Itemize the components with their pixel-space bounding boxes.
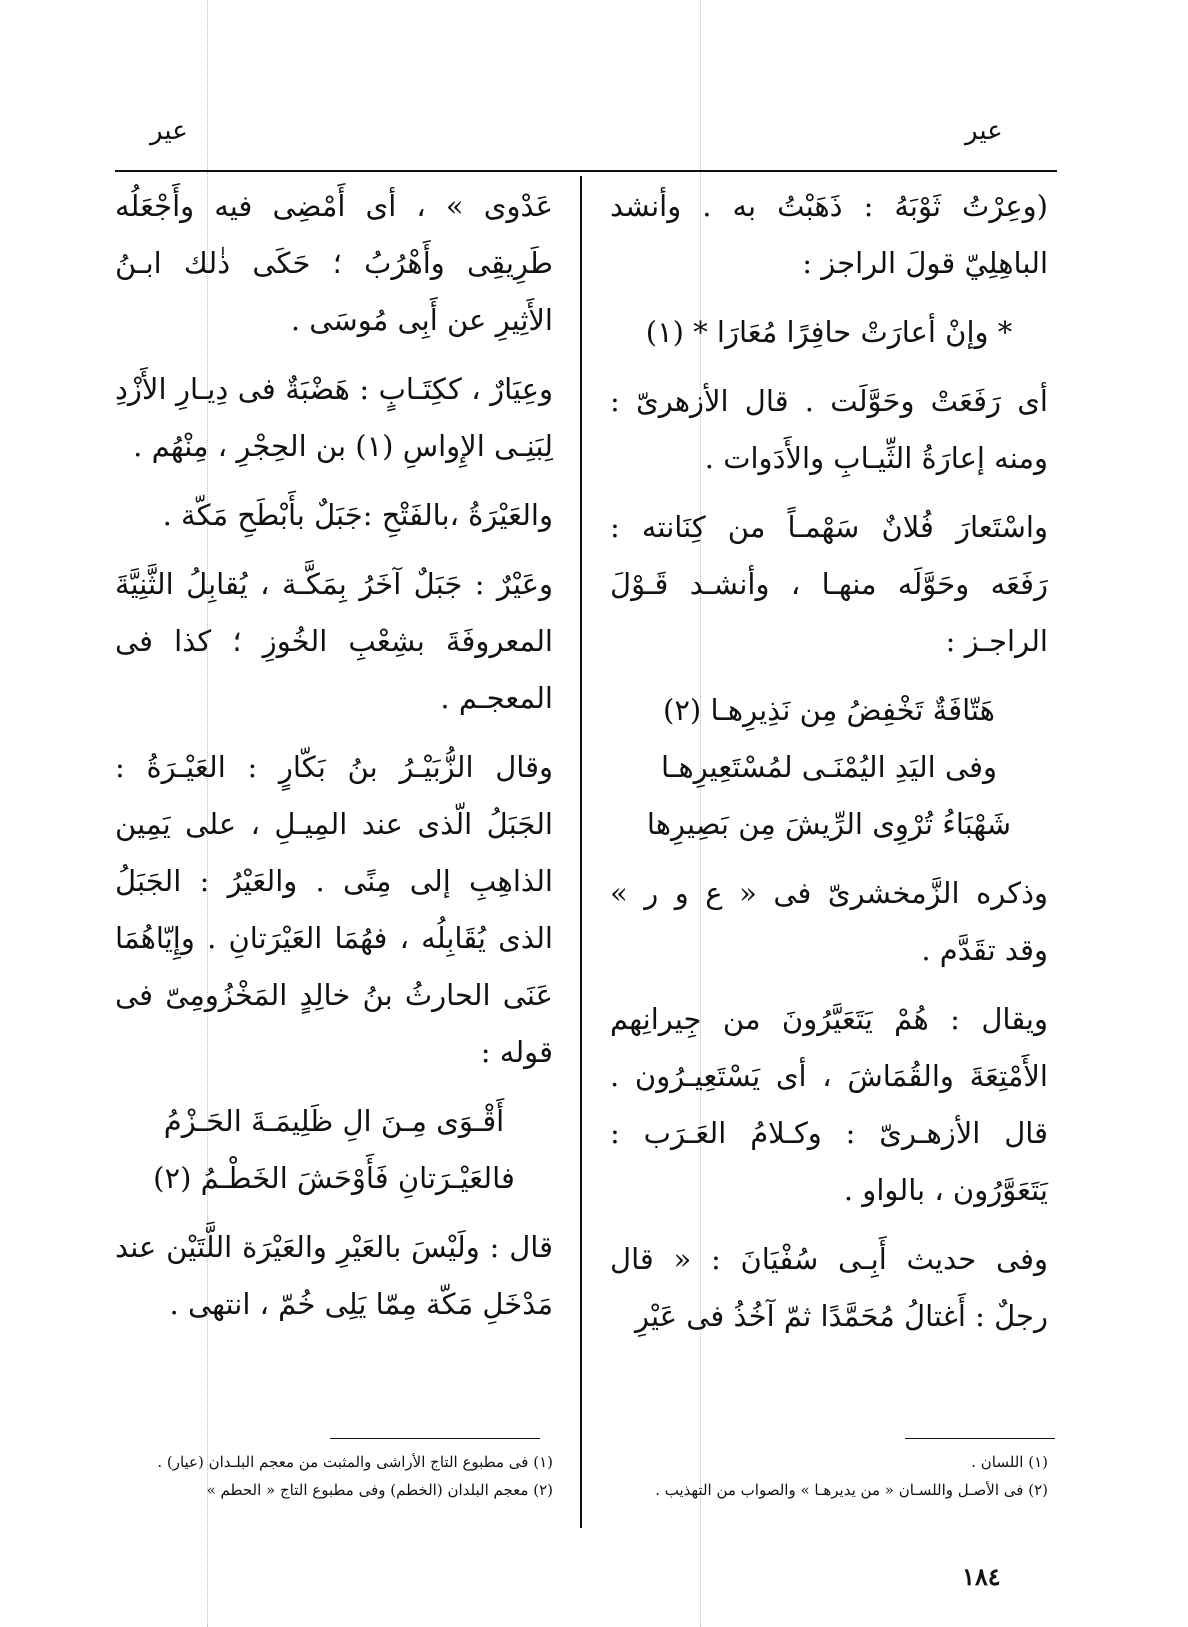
verse-block — [610, 682, 1048, 853]
paragraph: ويقال : هُمْ يَتَعَيَّرُونَ من جِيرانِهم الأَمْتِعَةَ والقُمَاشَ ، أى يَسْتَعِيـرُون . قال الأزهـرىّ : وكـلامُ العَـرَب : يَتَعَوَّرُون ، بالواو . — [610, 1002, 1048, 1207]
header-rule — [115, 170, 1057, 172]
paragraph: وفى حديث أَبِـى سُفْيَانَ : « قال رجلٌ : أَغتالُ مُحَمَّدًا ثمّ آخُذُ فى عَيْرِ — [610, 1242, 1048, 1333]
paragraph: أى رَفَعَتْ وحَوَّلَت . قال الأزهرىّ : ومنه إعارَةُ الثِّيـابِ والأَدَوات . — [610, 384, 1048, 475]
verse-block — [115, 1093, 553, 1207]
verse-block — [610, 304, 1048, 361]
header-right-word: عير — [965, 116, 1003, 146]
column-divider — [580, 176, 582, 1528]
paragraph: وذكره الزَّمخشرىّ فى « ع و ر » وقد تقَدَّم . — [610, 876, 1048, 967]
right-footnotes — [610, 1448, 1048, 1504]
verse-line: فالعَيْـرَتانِ فَأَوْحَشَ الخَطْـمُ (٢) — [153, 1161, 515, 1195]
verse-line: وفى اليَدِ اليُمْنَـى لمُسْتَعِيرِهـا — [661, 750, 997, 784]
paragraph: وعِيَارٌ ، ككِتَـابٍ : هَضْبَةٌ فى دِيـارِ الأَزْدِ لِبَنِـى الإِواسِ (١) بن الحِجْرِ ، مِنْهُم . — [115, 372, 553, 463]
verse-line: * وإنْ أعارَتْ حافِرًا مُعَارَا * (١) — [645, 315, 1013, 349]
footnote-rule — [330, 1438, 540, 1439]
paragraph: (وعِرْتُ ثَوْبَهُ : ذَهَبْتُ به . وأنشد الباهِلِيّ قولَ الراجز : — [610, 189, 1048, 280]
verse-line: أَقْـوَى مِـنَ الِ ظَلِيمَـةَ الحَـزْمُ — [163, 1104, 505, 1138]
footnote-rule — [905, 1438, 1055, 1439]
paragraph: واسْتَعارَ فُلانٌ سَهْمـاً من كِنَانته : رَفَعَه وحَوَّلَه منهـا ، وأنشـد قَـوْلَ الراجـز : — [610, 510, 1048, 658]
verse-line: شَهْبَاءُ تُرْوِى الرِّيشَ مِن بَصِيرِها — [646, 807, 1012, 841]
footnote: (١) اللسان . — [971, 1453, 1048, 1471]
header-left-word: عير — [150, 116, 188, 146]
verse-line: هَتّافَةٌ تَخْفِضُ مِن نَذِيرِهـا (٢) — [663, 693, 995, 727]
page-number: ١٨٤ — [962, 1562, 1001, 1591]
footnote: (٢) فى الأصـل واللسـان « من يديرهـا » والصواب من التهذيب . — [655, 1481, 1048, 1499]
footnote: (٢) معجم البلدان (الخطم) وفى مطبوع التاج « الحطم » — [206, 1481, 553, 1499]
paragraph: والعَيْرَةُ ،بالفَتْحِ :جَبَلٌ بأَبْطَحِ مَكّة . — [162, 498, 553, 532]
right-column — [610, 178, 1048, 1357]
paragraph: وقال الزُّبَيْـرُ بنُ بَكّارٍ : العَيْـرَةُ : الجَبَلُ الّذى عند المِيـلِ ، على يَمِين الذاهِبِ إلى مِنًى . والعَيْرُ : الجَبَلُ الذى يُقَابِلُه ، فهُمَا العَيْرَتانِ . وإِيّاهُمَا عَنَى الحارثُ بنُ خالِدٍ المَخْزُومِىّ فى قوله : — [115, 750, 553, 1069]
paragraph: وعَيْرٌ : جَبَلٌ آخَرُ بِمَكَّـة ، يُقابِلُ الثَّنِيَّةَ المعروفَةَ بشِعْبِ الخُوزِ ؛ كذا فى المعجـم . — [115, 567, 553, 715]
footnote: (١) فى مطبوع التاج الأراشى والمثبت من معجم البلـدان (عيار) . — [157, 1453, 553, 1471]
left-column — [115, 178, 553, 1345]
paragraph: قال : ولَيْسَ بالعَيْرِ والعَيْرَة اللَّتَيْن عند مَدْخَلِ مَكّة مِمّا يَلِى خُمّ ، انتهى . — [115, 1230, 553, 1321]
left-footnotes — [115, 1448, 553, 1504]
paragraph: عَدْوى » ، أى أَمْضِى فيه وأَجْعَلُه طَرِيقِى وأَهْرُبُ ؛ حَكَى ذٰلك ابـنُ الأَثِيرِ عن أَبِى مُوسَى . — [115, 189, 553, 337]
